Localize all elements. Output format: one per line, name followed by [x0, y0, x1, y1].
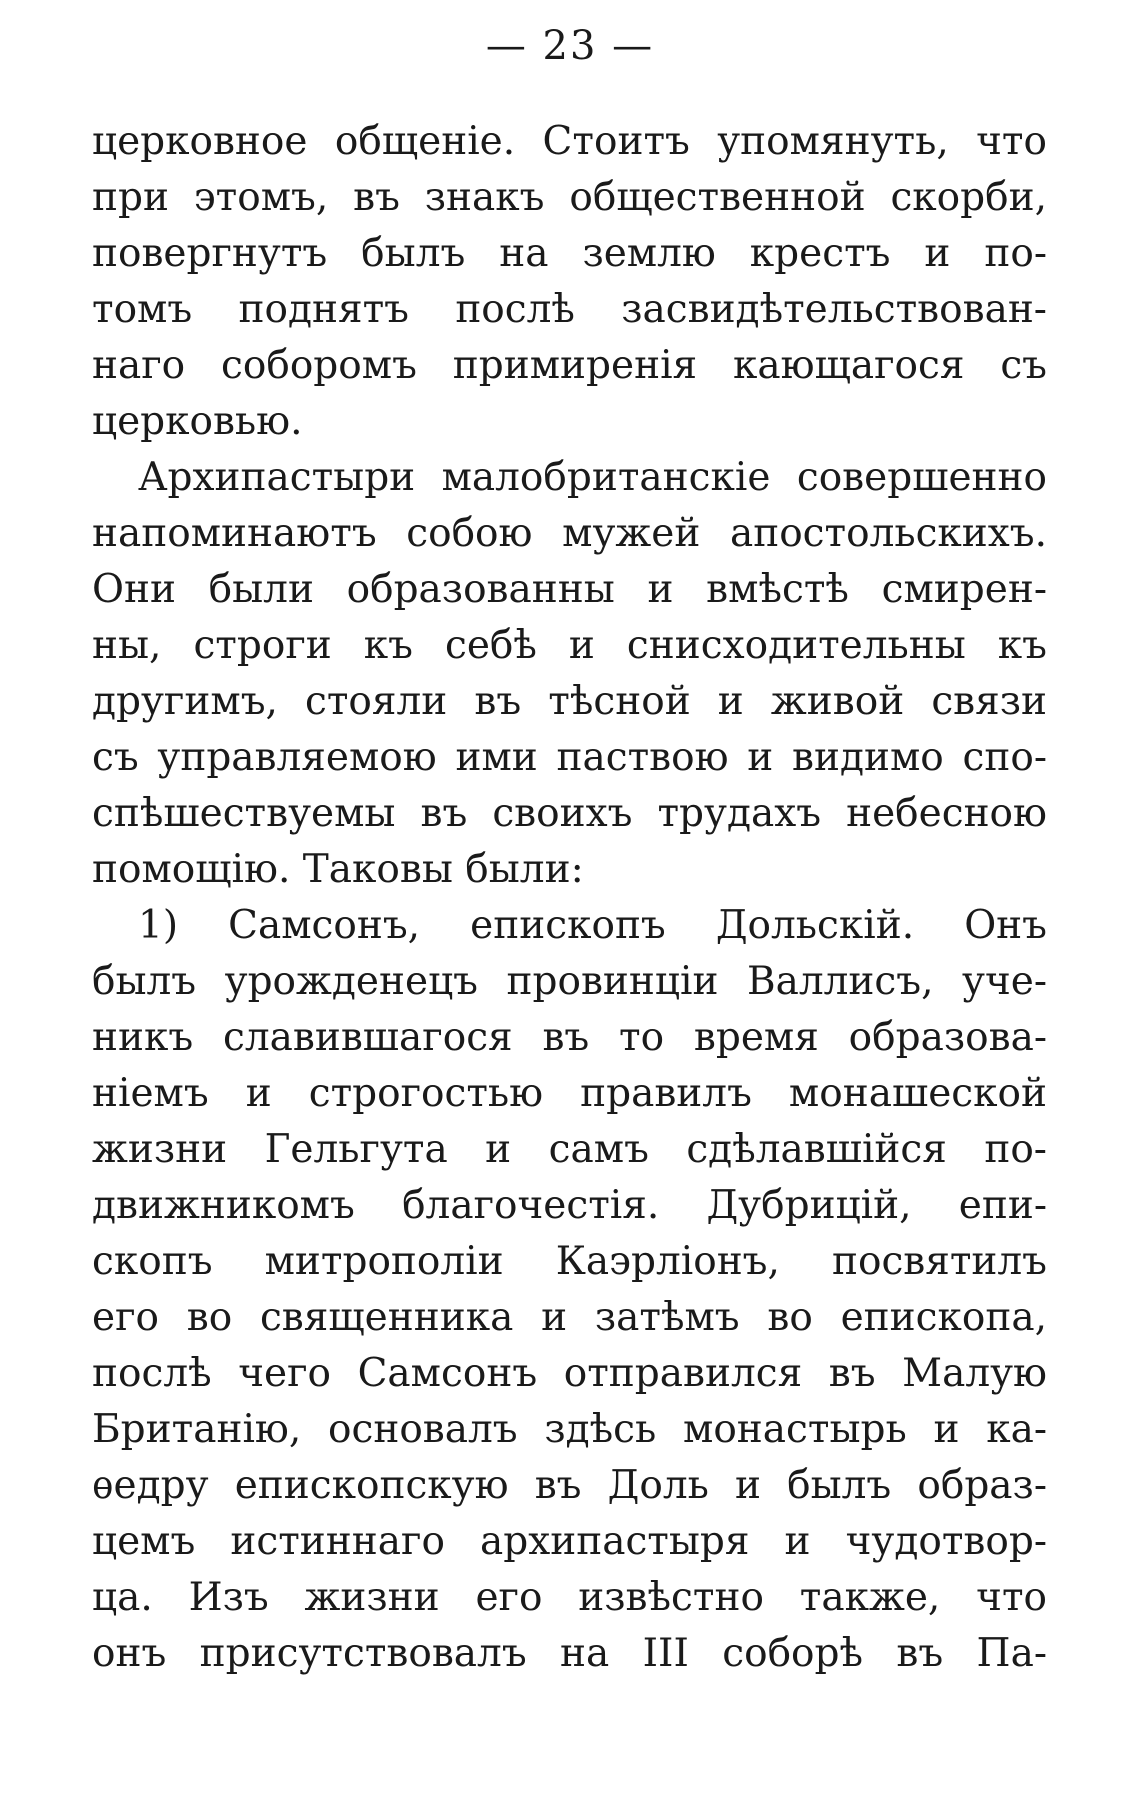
- text-line: 1) Самсонъ, епископъ Дольскій. Онъ: [138, 903, 1047, 948]
- text-line: Британію, основалъ здѣсь монастырь и ка-: [92, 1407, 1047, 1452]
- text-line: Они были образованны и вмѣстѣ смирен-: [92, 567, 1047, 612]
- text-line: помощію. Таковы были:: [92, 847, 584, 892]
- paragraph-2: [92, 450, 1047, 898]
- text-line: напоминаютъ собою мужей апостольскихъ.: [92, 511, 1047, 556]
- text-line: былъ урожденецъ провинціи Валлисъ, уче-: [92, 959, 1047, 1004]
- page-number: — 23 —: [485, 23, 655, 69]
- text-line: наго соборомъ примиренія кающагося съ: [92, 343, 1047, 388]
- text-line: ны, строги къ себѣ и снисходительны къ: [92, 623, 1047, 668]
- paragraph-3: [92, 898, 1047, 1682]
- text-line: ца. Изъ жизни его извѣстно также, что: [92, 1575, 1047, 1620]
- text-line: церковное общеніе. Стоитъ упомянуть, что: [92, 119, 1047, 164]
- text-line: ніемъ и строгостью правилъ монашеской: [92, 1071, 1047, 1116]
- text-line: другимъ, стояли въ тѣсной и живой связи: [92, 679, 1047, 724]
- text-line: никъ славившагося въ то время образова-: [92, 1015, 1047, 1060]
- text-line: Архипастыри малобританскіе совершенно: [138, 455, 1047, 500]
- text-line: скопъ митрополіи Каэрліонъ, посвятилъ: [92, 1239, 1047, 1284]
- text-line: его во священника и затѣмъ во епископа,: [92, 1295, 1047, 1340]
- body-text: [92, 114, 1047, 1682]
- text-line: движникомъ благочестія. Дубрицій, епи-: [92, 1183, 1047, 1228]
- text-line: ѳедру епископскую въ Доль и былъ образ-: [92, 1463, 1047, 1508]
- text-line: повергнутъ былъ на землю крестъ и по-: [92, 231, 1047, 276]
- text-line: съ управляемою ими паствою и видимо спо-: [92, 735, 1047, 780]
- text-line: жизни Гельгута и самъ сдѣлавшійся по-: [92, 1127, 1047, 1172]
- text-line: при этомъ, въ знакъ общественной скорби,: [92, 175, 1047, 220]
- text-line: послѣ чего Самсонъ отправился въ Малую: [92, 1351, 1047, 1396]
- text-line: томъ поднятъ послѣ засвидѣтельствован-: [92, 287, 1047, 332]
- paragraph-1: [92, 114, 1047, 450]
- text-line: цемъ истиннаго архипастыря и чудотвор-: [92, 1519, 1047, 1564]
- text-line: церковью.: [92, 399, 303, 444]
- text-line: онъ присутствовалъ на III соборѣ въ Па-: [92, 1631, 1047, 1676]
- text-line: спѣшествуемы въ своихъ трудахъ небесною: [92, 791, 1047, 836]
